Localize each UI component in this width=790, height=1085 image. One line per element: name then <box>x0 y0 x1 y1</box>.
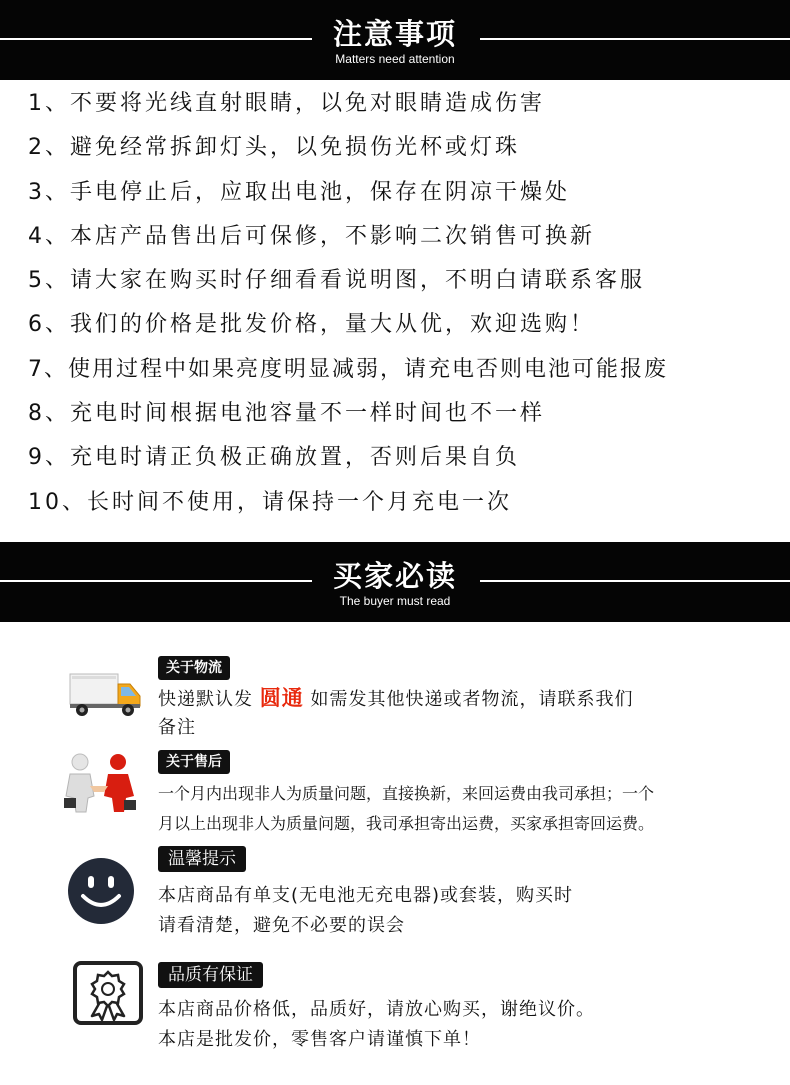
list-item: 4、本店产品售出后可保修，不影响二次销售可换新 <box>28 223 595 249</box>
list-item: 1、不要将光线直射眼睛，以免对眼睛造成伤害 <box>28 91 545 116</box>
notes-title: 注意事项 <box>332 17 457 51</box>
notes-subtitle: Matters need attention <box>335 52 455 66</box>
award-badge-icon <box>72 960 144 1026</box>
list-item: 9、充电时请正负极正确放置，否则后果自负 <box>28 445 520 471</box>
logistics-line2: 备注 <box>158 717 196 738</box>
logistics-tag: 关于物流 <box>158 656 230 680</box>
list-item: 5、请大家在购买时仔细看看说明图，不明白请联系客服 <box>28 268 645 294</box>
list-item: 6、我们的价格是批发价格，量大从优，欢迎选购！ <box>28 312 595 338</box>
list-item: 8、充电时间根据电池容量不一样时间也不一样 <box>28 401 545 427</box>
buyer-title: 买家必读 <box>332 559 457 593</box>
buyer-banner <box>0 542 790 622</box>
logistics-text-before: 快递默认发 <box>158 689 253 710</box>
list-item: 3、手电停止后，应取出电池，保存在阴凉干燥处 <box>28 179 570 205</box>
aftersales-tag: 关于售后 <box>158 750 230 774</box>
notes-list <box>28 82 788 525</box>
notes-banner <box>0 0 790 80</box>
quality-section <box>0 960 790 1060</box>
logistics-line1 <box>158 684 633 714</box>
list-item: 10、长时间不使用，请保持一个月充电一次 <box>28 489 512 515</box>
aftersales-section <box>0 746 790 841</box>
tips-line1: 本店商品有单支(无电池无充电器)或套装，购买时 <box>158 885 574 906</box>
list-item: 2、避免经常拆卸灯头，以免损伤光杯或灯珠 <box>28 135 520 161</box>
quality-line1: 本店商品价格低，品质好，请放心购买，谢绝议价。 <box>158 999 595 1020</box>
delivery-truck-icon <box>68 666 144 718</box>
buyer-subtitle: The buyer must read <box>339 594 451 608</box>
tips-section <box>0 846 790 942</box>
quality-line2: 本店是批发价，零售客户请谨慎下单！ <box>158 1029 481 1050</box>
logistics-text-after: 如需发其他快递或者物流，请联系我们 <box>310 689 634 710</box>
smiley-icon <box>66 856 136 926</box>
logistics-highlight: 圆通 <box>259 686 304 710</box>
aftersales-line1: 一个月内出现非人为质量问题，直接换新，来回运费由我司承担；一个 <box>158 784 655 803</box>
tips-line2: 请看清楚，避免不必要的误会 <box>158 915 405 936</box>
logistics-section <box>0 652 790 742</box>
tips-tag: 温馨提示 <box>158 846 246 872</box>
handshake-icon <box>60 752 140 820</box>
list-item: 7、使用过程中如果亮度明显减弱，请充电否则电池可能报废 <box>28 356 668 382</box>
quality-tag: 品质有保证 <box>158 962 263 988</box>
aftersales-line2: 月以上出现非人为质量问题，我司承担寄出运费，买家承担寄回运费。 <box>158 814 655 833</box>
